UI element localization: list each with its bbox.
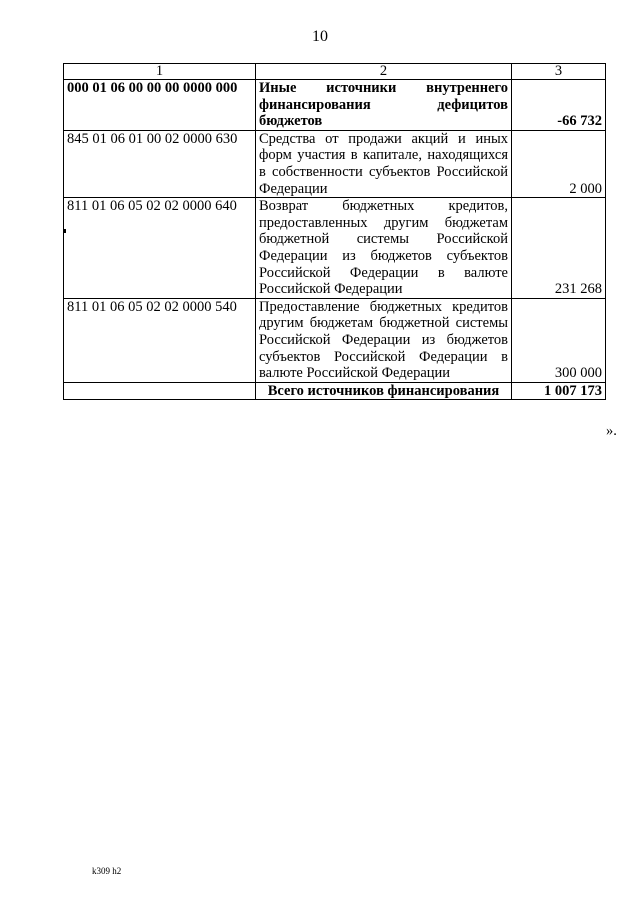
closing-quote: ».: [606, 423, 617, 439]
financing-sources-table: [63, 63, 606, 400]
row-amount: 300 000: [512, 298, 606, 382]
row-amount: 2 000: [512, 130, 606, 197]
page-number: 10: [312, 28, 328, 45]
row-amount: 231 268: [512, 198, 606, 299]
row-amount: -66 732: [512, 80, 606, 131]
header-cell-2: 2: [256, 64, 512, 80]
total-code: [64, 382, 256, 400]
row-description: Предоставление бюджетных кредитов другим бюджетам бюджетной системы Российской Федерации из бюджетов субъектов Российской Федерации в валюте Российской Федерации: [256, 298, 512, 382]
table-header-row: [64, 64, 606, 80]
table-row: [64, 298, 606, 382]
table-row: [64, 80, 606, 131]
row-description: Иные источники внутреннего финансирования дефицитов бюджетов: [256, 80, 512, 131]
footer-code: k309 h2: [92, 866, 122, 876]
row-description: Возврат бюджетных кредитов, предоставленных другим бюджетам бюджетной системы Российской Федерации из бюджетов субъектов Российской Федерации в валюте Российской Федерации: [256, 198, 512, 299]
scan-mark: [63, 229, 66, 233]
total-amount: 1 007 173: [512, 382, 606, 400]
header-cell-3: 3: [512, 64, 606, 80]
row-description: Средства от продажи акций и иных форм участия в капитале, находящихся в собственности субъектов Российской Федерации: [256, 130, 512, 197]
budget-code: 000 01 06 00 00 00 0000 000: [64, 80, 256, 131]
budget-code: 811 01 06 05 02 02 0000 540: [64, 298, 256, 382]
budget-code: 811 01 06 05 02 02 0000 640: [64, 198, 256, 299]
table-row: [64, 130, 606, 197]
budget-code: 845 01 06 01 00 02 0000 630: [64, 130, 256, 197]
table-row: [64, 198, 606, 299]
total-label: Всего источников финансирования: [256, 382, 512, 400]
header-cell-1: 1: [64, 64, 256, 80]
total-row: [64, 382, 606, 400]
